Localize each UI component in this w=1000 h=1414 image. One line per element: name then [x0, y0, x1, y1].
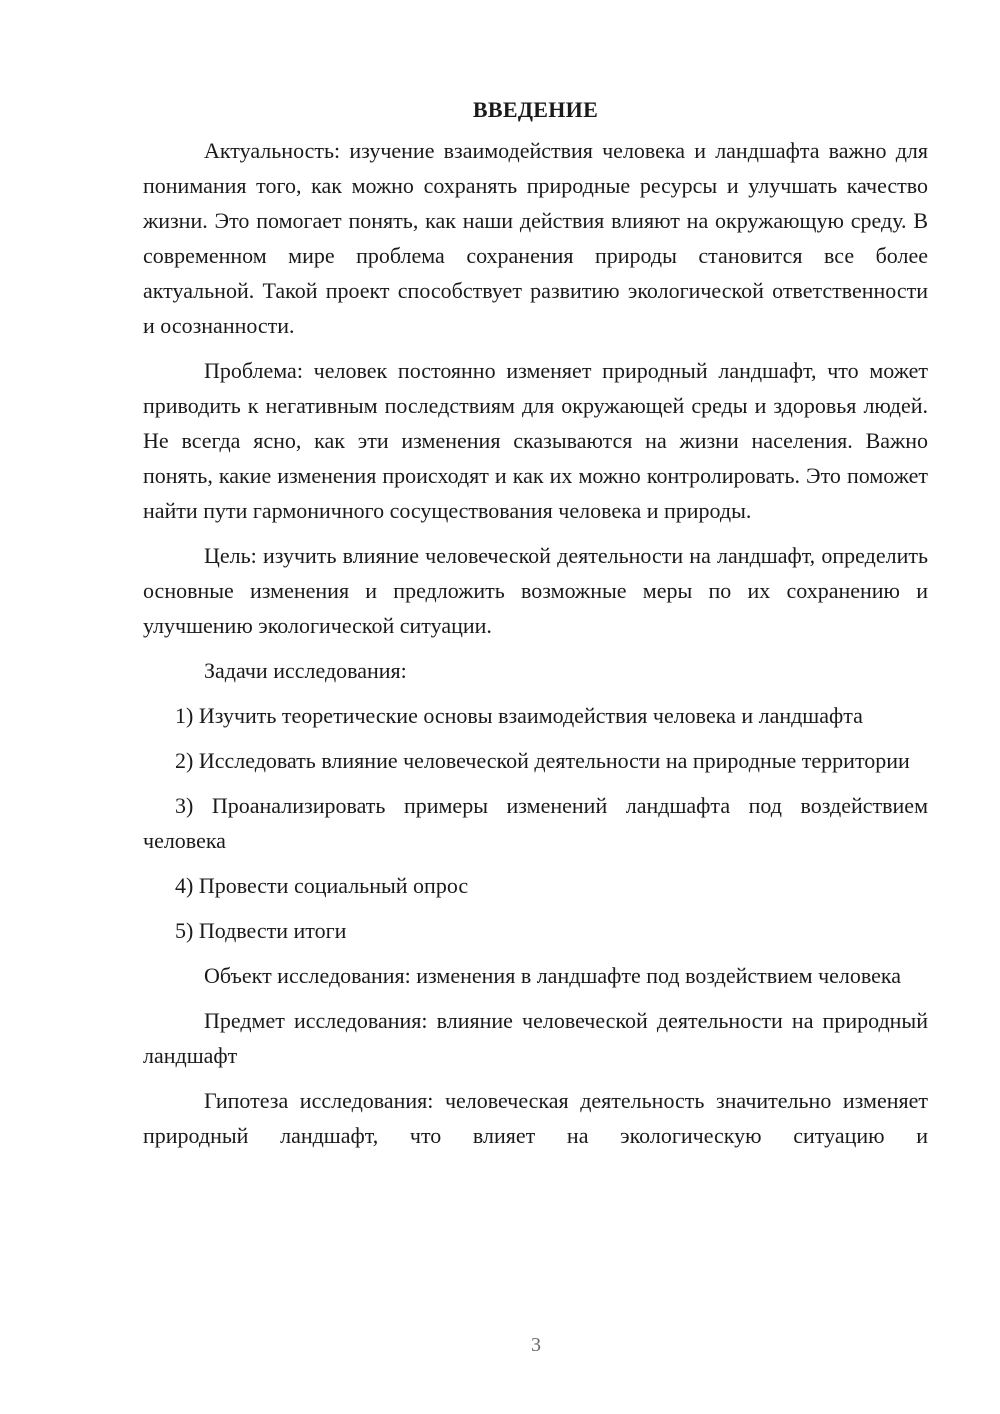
task-item-5: 5) Подвести итоги: [175, 918, 347, 943]
task-item-1: 1) Изучить теоретические основы взаимодействия человека и ландшафта: [175, 703, 863, 728]
relevance-paragraph: Актуальность: изучение взаимодействия человека и ландшафта важно для понимания того, как можно сохранять природные ресурсы и улучшать качество жизни. Это помогает понять, как наши действия влияют на окружающую среду. В современном мире проблема сохранения природы становится все более актуальной. Такой проект способствует развитию экологической ответственности и осознанности.: [143, 138, 928, 338]
document-page: [143, 92, 928, 1163]
section-title: ВВЕДЕНИЕ: [472, 97, 599, 122]
object-paragraph: Объект исследования: изменения в ландшафте под воздействием человека: [204, 963, 902, 988]
hypothesis-paragraph: Гипотеза исследования: человеческая деятельность значительно изменяет природный ландшафт, что влияет на экологическую ситуацию и: [143, 1088, 928, 1148]
problem-paragraph: Проблема: человек постоянно изменяет природный ландшафт, что может приводить к негативным последствиям для окружающей среды и здоровья людей. Не всегда ясно, как эти изменения сказываются на жизни населения. Важно понять, какие изменения происходят и как их можно контролировать. Это поможет найти пути гармоничного сосуществования человека и природы.: [143, 358, 928, 523]
goal-paragraph: Цель: изучить влияние человеческой деятельности на ландшафт, определить основные изменения и предложить возможные меры по их сохранению и улучшению экологической ситуации.: [143, 543, 928, 638]
task-item-4: 4) Провести социальный опрос: [175, 873, 469, 898]
subject-paragraph: Предмет исследования: влияние человеческой деятельности на природный ландшафт: [143, 1008, 928, 1068]
task-item-2: 2) Исследовать влияние человеческой деятельности на природные территории: [175, 748, 910, 773]
page-number: 3: [531, 1334, 541, 1356]
task-item-3: 3) Проанализировать примеры изменений ландшафта под воздействием человека: [143, 793, 928, 853]
tasks-heading: Задачи исследования:: [204, 658, 407, 683]
